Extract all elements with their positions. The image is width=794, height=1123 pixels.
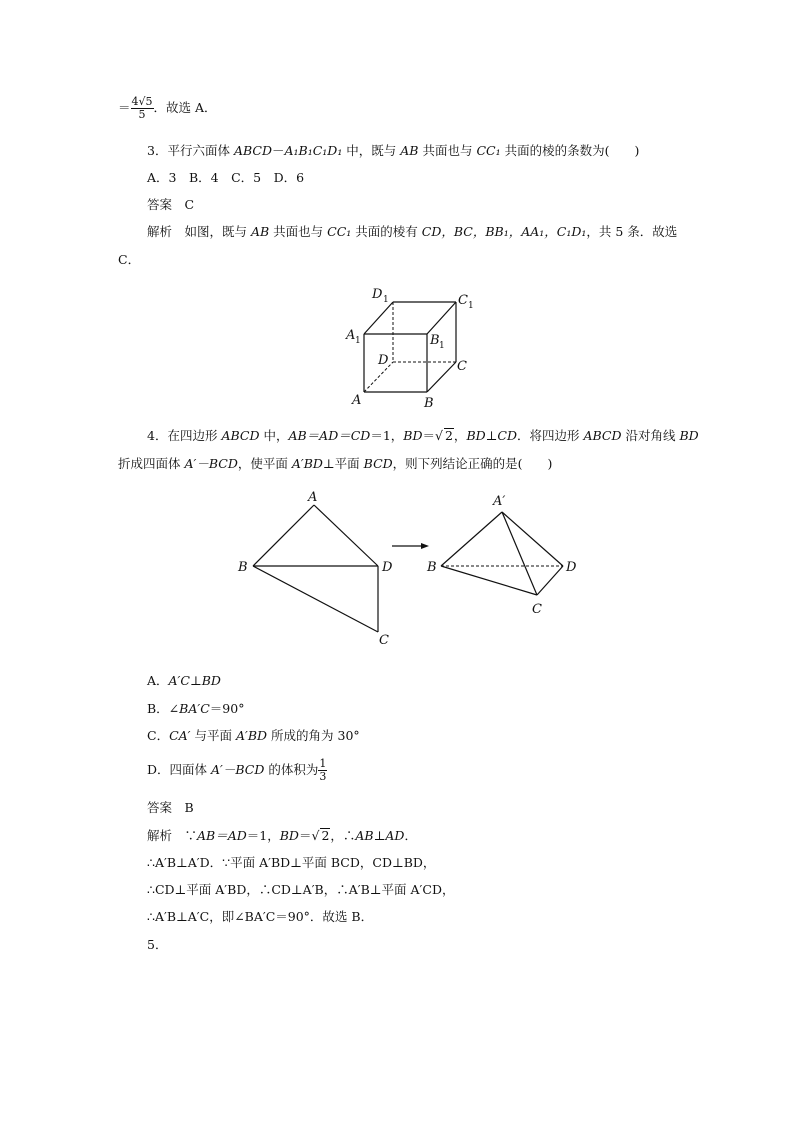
q3-stem (147, 142, 639, 160)
q4-solution-line2: ∴A′B⊥A′D．∵平面 A′BD⊥平面 BCD，CD⊥BD， (147, 855, 436, 870)
q4-optD-num: 1 (319, 757, 327, 770)
q4-eq1: ＝1， (370, 428, 404, 443)
label-a1-sub: 1 (355, 336, 361, 346)
q4-optD-den: 3 (319, 770, 327, 783)
q4-s1-period: ． (404, 828, 417, 843)
q4-solution-line1: 解析 ∵AB＝AD＝1，BD＝√ 2，∴AB⊥AD． (147, 828, 417, 843)
equals-sign: ＝ (118, 100, 131, 115)
q4-l2-text2: ，使平面 (237, 456, 292, 471)
q4-sqrt2: 2 (444, 428, 453, 443)
q4-optB-angle: BA′C (179, 701, 210, 716)
q4-s1-eqsign: ＝ (298, 828, 312, 843)
q3-ab: AB (400, 143, 419, 158)
q3-analysis-edges: CD，BC，BB₁，AA₁，C₁D₁ (421, 224, 587, 239)
q4-tetra: A′－BCD (184, 456, 238, 471)
q4-option-a (147, 672, 221, 690)
label-a-tetra: A′ (493, 494, 506, 509)
edge-bc-plane (253, 566, 378, 632)
q3-analysis-ab: AB (250, 224, 270, 239)
q4-s1-bd: BD (279, 828, 299, 843)
q3-cc1: CC₁ (476, 143, 501, 158)
label-d-plane: D (382, 560, 393, 575)
q4-text2: 中， (259, 428, 289, 443)
q4-solution-line3: ∴CD⊥平面 A′BD，∴CD⊥A′B，∴A′B⊥平面 A′CD， (147, 882, 455, 897)
label-c: C (457, 359, 467, 374)
q3-stem-text2: 中，既与 (342, 143, 401, 158)
q4-text4: 沿对角线 (621, 428, 680, 443)
q3-analysis (147, 223, 677, 241)
label-a: A (352, 393, 362, 408)
q4-optA-expr: A′C⊥BD (168, 673, 221, 688)
q4-text: 4．在四边形 (147, 428, 222, 443)
q4-stem-line2 (118, 455, 552, 473)
label-d-tetra: D (566, 560, 577, 575)
edge-ac-tetra (502, 512, 537, 595)
q4-bd-perp-cd: BD⊥CD (466, 428, 517, 443)
q4-s1-val: ＝1， (246, 828, 280, 843)
q4-option-d (147, 758, 327, 783)
q4-l2-text: 折成四面体 (118, 456, 185, 471)
q4-optB-val: ＝90° (209, 701, 245, 716)
label-c-tetra: C (532, 602, 542, 617)
q4-l2-text3: ⊥平面 (322, 456, 364, 471)
q4-optC-text: 与平面 (190, 728, 236, 743)
q4-optA-label: A． (147, 673, 169, 688)
q3-analysis-line2: C． (118, 252, 141, 267)
fraction-numerator: 4√5 (131, 95, 153, 108)
q3-analysis-cc1: CC₁ (327, 224, 352, 239)
q5-label: 5． (147, 937, 168, 952)
q3-dash: － (271, 143, 285, 158)
label-d1-sub: 1 (383, 295, 389, 305)
q3-analysis-text3: 共面的棱有 (351, 224, 422, 239)
q4-text3: ．将四边形 (517, 428, 584, 443)
q4-s1-therefore: ，∴ (330, 828, 356, 843)
label-d: D (378, 353, 389, 368)
q4-optB-label: B．∠ (147, 701, 180, 716)
label-b-tetra: B (427, 560, 437, 575)
label-b1: B (430, 333, 440, 348)
q4-abcd: ABCD (221, 428, 260, 443)
q4-stem-line1: 4．在四边形 ABCD 中，AB＝AD＝CD＝1，BD＝√ 2，BD⊥CD．将四边形 ABCD 沿对角线 BD (147, 428, 699, 443)
q4-abcd2: ABCD (583, 428, 622, 443)
edge-ab-tetra (441, 512, 502, 566)
label-a-plane: A (308, 490, 318, 505)
edge-a1d1 (364, 302, 393, 334)
prev-answer-conclusion: ．故选 A． (153, 100, 217, 115)
label-b: B (424, 396, 434, 411)
q4-plane-abd: A′BD (291, 456, 323, 471)
q4-s1-sqrt2: 2 (321, 828, 330, 843)
q4-s1-perp: AB⊥AD (355, 828, 405, 843)
arrow-head-icon (421, 543, 429, 549)
q4-optD-tetra: A′－BCD (211, 762, 265, 777)
q3-analysis-text: 解析 如图，既与 (147, 224, 251, 239)
edge-bc-tetra (441, 566, 537, 595)
q4-l2-text4: ，则下列结论正确的是( ) (392, 456, 553, 471)
q4-optD-fraction (318, 758, 327, 783)
edge-dc-tetra (537, 566, 563, 595)
q3-analysis-text4: ，共 5 条．故选 (586, 224, 678, 239)
q4-optC-text2: 所成的角为 30° (267, 728, 360, 743)
q4-s1-text: 解析 ∵ (147, 828, 198, 843)
label-c1-sub: 1 (468, 301, 474, 311)
label-a1: A (346, 328, 356, 343)
fraction-denominator: 5 (138, 108, 146, 121)
q4-eq: ＝ (422, 428, 435, 443)
q4-bd2: BD (679, 428, 699, 443)
q4-s1-eq: AB＝AD (197, 828, 247, 843)
q3-stem-text: 3．平行六面体 (147, 143, 234, 158)
fraction-4sqrt5-over-5 (131, 96, 154, 121)
q3-abcd: ABCD (233, 143, 272, 158)
q4-equal-sides: AB＝AD＝CD (288, 428, 371, 443)
q4-solution-line4: ∴A′B⊥A′C，即∠BA′C＝90°．故选 B． (147, 909, 374, 924)
q4-comma: ， (453, 428, 467, 443)
edge-ab-plane (253, 505, 314, 566)
q4-option-c (147, 727, 360, 745)
q4-optD-label: D．四面体 (147, 762, 211, 777)
q4-bd: BD (403, 428, 423, 443)
label-c-plane: C (379, 633, 389, 647)
prev-answer-line (118, 96, 217, 121)
q4-optC-line: CA′ (169, 728, 191, 743)
q3-options: A．3 B．4 C．5 D．6 (147, 170, 305, 185)
fold-figure (236, 487, 596, 647)
q3-analysis-text2: 共面也与 (269, 224, 328, 239)
edge-ad-tetra (502, 512, 563, 566)
q3-stem-text3: 共面也与 (418, 143, 477, 158)
q3-stem-text4: 共面的棱的条数为( ) (500, 143, 640, 158)
edge-ad-plane (314, 505, 378, 566)
q4-answer: 答案 B (147, 800, 194, 815)
q4-optC-plane: A′BD (235, 728, 268, 743)
q3-a1b1c1d1: A₁B₁C₁D₁ (284, 143, 343, 158)
edge-bc (427, 362, 456, 392)
q4-option-b (147, 700, 244, 718)
q4-plane-bcd: BCD (363, 456, 393, 471)
label-d1: D (372, 287, 383, 302)
q4-optD-text: 的体积为 (264, 762, 319, 777)
label-b1-sub: 1 (439, 341, 445, 351)
q3-answer: 答案 C (147, 197, 195, 212)
label-c1: C (458, 293, 468, 308)
q4-optC-label: C． (147, 728, 170, 743)
cube-figure (340, 282, 490, 412)
label-b-plane: B (238, 560, 248, 575)
edge-b1c1 (427, 302, 456, 334)
